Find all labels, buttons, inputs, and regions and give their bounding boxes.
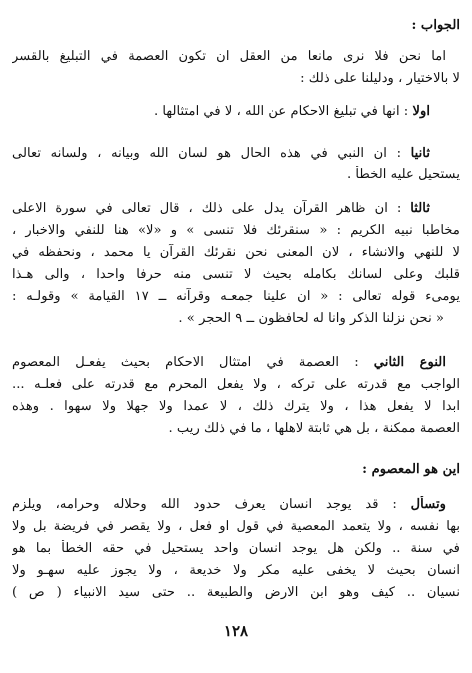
second-text-1: : ان النبي في هذه الحال هو لسان الله وبيانه ، ولسانه تعالى xyxy=(12,146,411,161)
answer-heading: الجواب : xyxy=(411,18,460,33)
who-line-4: انسان بحيث لا يخفى عليه مكر ولا خديعة ، ولا يجوز عليه سهـو ولا xyxy=(12,563,460,578)
who-heading: اين هو المعصوم : xyxy=(362,462,460,477)
type2-line-4: العصمة ممكنة ، بل هي ثابتة لاهلها ، ما في ذلك ريب . xyxy=(168,421,460,436)
third-text-1: : ان ظاهر القرآن يدل على ذلك ، قال تعالى في سورة الاعلى xyxy=(12,201,411,216)
third-line-2: مخاطبا نبيه الكريم : « سنقرئك فلا تنسى » و «لا» هنا للنفي والاخبار ، xyxy=(12,223,460,238)
third-line-6: « نحن نزلنا الذكر وانا له لحافظون ــ ٩ الحجر » . xyxy=(178,311,444,326)
who-line-5: نسيان .. كيف وهو ابن الارض والطبيعة .. حتى سيد الانبياء ( ص ) xyxy=(12,585,460,600)
page-number: ١٢٨ xyxy=(223,622,249,640)
who-line-3: في سنة .. ولكن هل يوجد انسان واحد يستحيل في حقه الخطأ بما هو xyxy=(12,541,460,556)
who-line-2: بها نفسه ، ولا يتعمد المعصية في قول او فعل ، ولا يقصر في فريضة بل ولا xyxy=(12,519,460,534)
who-label: وتسأل xyxy=(410,497,446,512)
first-label: اولا xyxy=(412,104,430,119)
third-line-5: يومىء قوله تعالى : « ان علينا جمعـه وقرآنه ــ ١٧ القيامة » وقولـه : xyxy=(12,289,460,304)
answer-line-1: اما نحن فلا نرى مانعا من العقل ان تكون العصمة في التبليغ بالقسر xyxy=(12,49,446,64)
type2-label: النوع الثاني xyxy=(373,355,446,370)
second-line-2: يستحيل عليه الخطأ . xyxy=(347,167,460,182)
second-line-1 xyxy=(12,145,430,163)
first-text: : انها في تبليغ الاحكام عن الله ، لا في امتثالها . xyxy=(154,104,413,119)
type2-text-1: : العصمة في امتثال الاحكام بحيث يفعـل المعصوم xyxy=(12,355,374,370)
answer-line-2: لا بالاختيار ، ودليلنا على ذلك : xyxy=(300,71,460,86)
type2-line-2: الواجب مع قدرته على تركه ، ولا يفعل المحرم مع قدرته على فعلـه ... xyxy=(12,377,460,392)
type2-line-1 xyxy=(12,354,446,372)
second-label: ثانيا xyxy=(410,146,430,161)
first-point xyxy=(12,103,430,121)
who-line-1 xyxy=(12,496,446,514)
third-label: ثالثا xyxy=(410,201,430,216)
who-text-1: : قد يوجد انسان يعرف حدود الله وحلاله وحرامه، ويلزم xyxy=(12,497,411,512)
third-line-1 xyxy=(12,200,430,218)
type2-line-3: ابدا لا يفعل هذا ، ولا يترك ذلك ، لا عمدا ولا جهلا ولا سهوا . وهذه xyxy=(12,399,460,414)
third-line-3: لا للنهي والانشاء ، لان المعنى نحن نقرئك القرآن يا محمد ، ونحفظه في xyxy=(12,245,460,260)
third-line-4: قلبك وعلى لسانك بكامله بحيث لا تنسى منه حرفا واحدا ، والى هـذا xyxy=(12,267,460,282)
